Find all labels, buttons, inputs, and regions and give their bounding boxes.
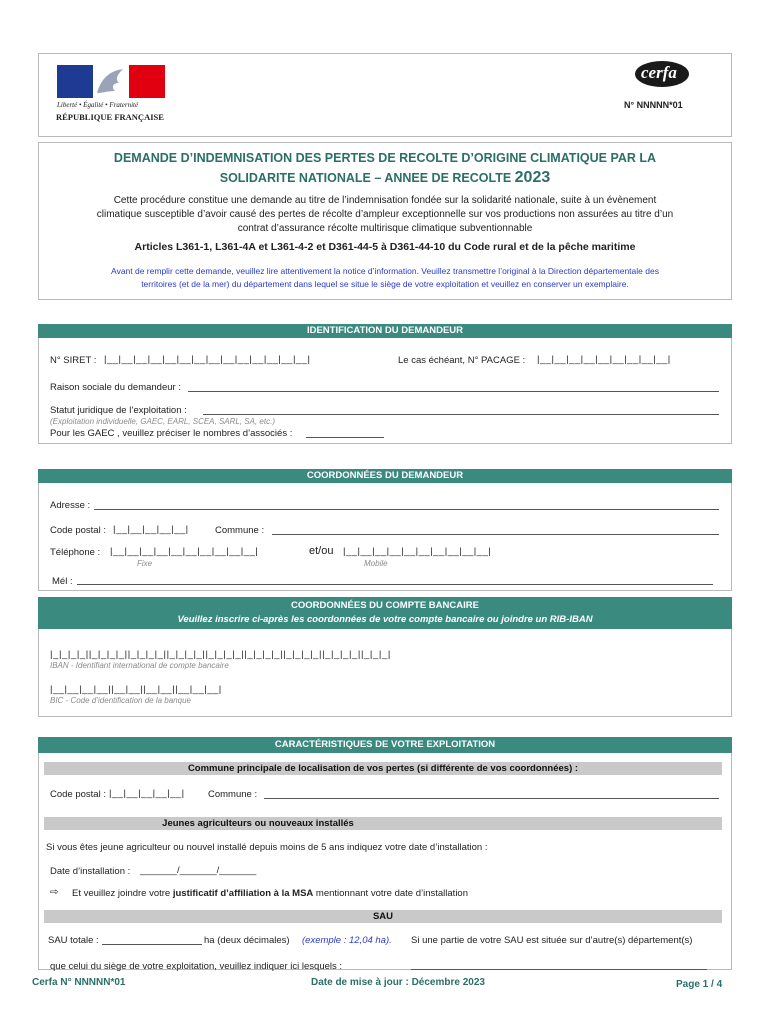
pacage-field[interactable]: |__|__|__|__|__|__|__|__|__| bbox=[537, 354, 671, 365]
footer-update-date: Date de mise à jour : Décembre 2023 bbox=[311, 977, 485, 988]
fixed-hint: Fixe bbox=[137, 559, 153, 568]
farm-heading: CARACTÉRISTIQUES DE VOTRE EXPLOITATION bbox=[38, 737, 732, 753]
raison-sociale-field[interactable] bbox=[188, 391, 719, 392]
harvest-year: 2023 bbox=[514, 169, 551, 186]
contact-postcode-label: Code postal : bbox=[50, 525, 106, 536]
footer-page: Page 1 / 4 bbox=[676, 979, 723, 990]
bic-field[interactable]: |__|__|__|__||__|__||__|__||__|__|__| bbox=[50, 684, 222, 695]
farm-postcode-label: Code postal : bbox=[50, 789, 106, 800]
telephone-fixed-field[interactable]: |__|__|__|__|__|__|__|__|__|__| bbox=[110, 546, 259, 557]
gaec-label: Pour les GAEC , veuillez préciser le nombres d’associés : bbox=[50, 428, 293, 439]
siret-label: N° SIRET : bbox=[50, 355, 97, 366]
iban-field[interactable]: |_|_|_|_||_|_|_|_||_|_|_|_||_|_|_|_||_|_|_|_||_|_|_|_||_|_|_|_||_|_|_|_||_|_|_| bbox=[50, 649, 391, 660]
bic-hint: BIC - Code d’identification de la banque bbox=[50, 696, 191, 705]
telephone-label: Téléphone : bbox=[50, 547, 101, 558]
siret-field[interactable]: |__|__|__|__|__|__|__|__|__|__|__|__|__|__| bbox=[104, 354, 311, 365]
farm-commune-field[interactable] bbox=[264, 798, 719, 799]
adresse-label: Adresse : bbox=[50, 500, 91, 511]
sau-other-departments-text: Si une partie de votre SAU est située sur d’autre(s) département(s) bbox=[411, 935, 693, 946]
sau-unit: ha (deux décimales) bbox=[204, 935, 290, 946]
contact-heading: COORDONNÉES DU DEMANDEUR bbox=[38, 469, 732, 483]
mobile-hint: Mobile bbox=[364, 559, 388, 568]
arrow-icon: ⇨ bbox=[50, 887, 59, 898]
young-farmer-text: Si vous êtes jeune agriculteur ou nouvel installé depuis moins de 5 ans indiquez votre date d’installation : bbox=[46, 842, 488, 853]
legal-articles: Articles L361-1, L361-4A et L361-4-2 et D361-44-5 à D361-44-10 du Code rural et de la pêche maritime bbox=[134, 241, 636, 253]
bank-heading: COORDONNÉES DU COMPTE BANCAIRE bbox=[291, 600, 479, 611]
email-field[interactable] bbox=[77, 584, 713, 585]
title-box bbox=[38, 142, 732, 300]
statut-label: Statut juridique de l’exploitation : bbox=[50, 405, 187, 416]
description-line3: contrat d’assurance récolte multirisque climatique subventionnable bbox=[237, 223, 533, 234]
marianne-logo bbox=[57, 65, 165, 98]
notice-line2: territoires (et de la mer) du département dans lequel se situe le siège de votre exploitation et veuillez en conserver un exemplaire. bbox=[141, 279, 629, 289]
notice-line1: Avant de remplir cette demande, veuillez lire attentivement la notice d’information. Veuillez transmettre l’original à la Direction départementale des bbox=[111, 266, 659, 276]
install-date-label: Date d’installation : bbox=[50, 866, 131, 877]
description-line2: climatique susceptible d’avoir causé des pertes de récolte d’ampleur exceptionnelle sur vos productions non assurées au titre d’un bbox=[96, 209, 674, 220]
sau-example: (exemple : 12,04 ha). bbox=[302, 935, 392, 946]
raison-sociale-label: Raison sociale du demandeur : bbox=[50, 382, 181, 393]
contact-commune-label: Commune : bbox=[215, 525, 265, 536]
and-or-label: et/ou bbox=[309, 545, 334, 557]
bank-subheading: Veuillez inscrire ci-après les coordonnées de votre compte bancaire ou joindre un RIB-IBAN bbox=[177, 614, 593, 625]
statut-hint: (Exploitation individuelle, GAEC, EARL, SCEA, SARL, SA, etc.) bbox=[50, 417, 275, 426]
farm-commune-label: Commune : bbox=[208, 789, 258, 800]
sau-total-label: SAU totale : bbox=[48, 935, 99, 946]
description-line1: Cette procédure constitue une demande au titre de l’indemnisation fondée sur la solidarité nationale, suite à un évènement bbox=[113, 195, 657, 206]
gaec-associates-field[interactable] bbox=[306, 437, 384, 438]
contact-postcode-field[interactable]: |__|__|__|__|__| bbox=[113, 524, 189, 535]
iban-hint: IBAN - Identifiant international de compte bancaire bbox=[50, 661, 229, 670]
pacage-label: Le cas échéant, N° PACAGE : bbox=[398, 355, 526, 366]
commune-heading: Commune principale de localisation de vos pertes (si différente de vos coordonnées) : bbox=[44, 762, 722, 775]
contact-commune-field[interactable] bbox=[272, 534, 719, 535]
adresse-field[interactable] bbox=[94, 509, 719, 510]
telephone-mobile-field[interactable]: |__|__|__|__|__|__|__|__|__|__| bbox=[343, 546, 492, 557]
sau-heading: SAU bbox=[44, 910, 722, 923]
email-label: Mél : bbox=[52, 576, 73, 587]
form-title-line2: SOLIDARITE NATIONALE – ANNEE DE RECOLTE 2023 bbox=[219, 169, 551, 186]
form-title-line1: DEMANDE D’INDEMNISATION DES PERTES DE RECOLTE D’ORIGINE CLIMATIQUE PAR LA bbox=[113, 151, 657, 165]
install-date-field[interactable]: _______/_______/_______ bbox=[140, 865, 257, 876]
statut-field[interactable] bbox=[203, 414, 719, 415]
sau-other-departments-text2: que celui du siège de votre exploitation, veuillez indiquer ici lesquels : bbox=[50, 961, 343, 972]
young-farmer-heading: Jeunes agriculteurs ou nouveaux installés bbox=[44, 817, 722, 830]
republic-motto: Liberté • Égalité • Fraternité bbox=[57, 101, 139, 109]
msa-instruction: Et veuillez joindre votre justificatif d’affiliation à la MSA mentionnant votre date d’installation bbox=[72, 888, 469, 899]
form-number: N° NNNNN*01 bbox=[624, 100, 683, 110]
republic-name: RÉPUBLIQUE FRANÇAISE bbox=[56, 112, 164, 122]
sau-departments-field[interactable] bbox=[411, 969, 707, 970]
cerfa-logo: cerfa bbox=[634, 60, 690, 88]
sau-total-field[interactable] bbox=[102, 944, 202, 945]
footer-cerfa: Cerfa N° NNNNN*01 bbox=[32, 977, 126, 988]
identification-heading: IDENTIFICATION DU DEMANDEUR bbox=[38, 324, 732, 338]
farm-postcode-field[interactable]: |__|__|__|__|__| bbox=[109, 788, 185, 799]
